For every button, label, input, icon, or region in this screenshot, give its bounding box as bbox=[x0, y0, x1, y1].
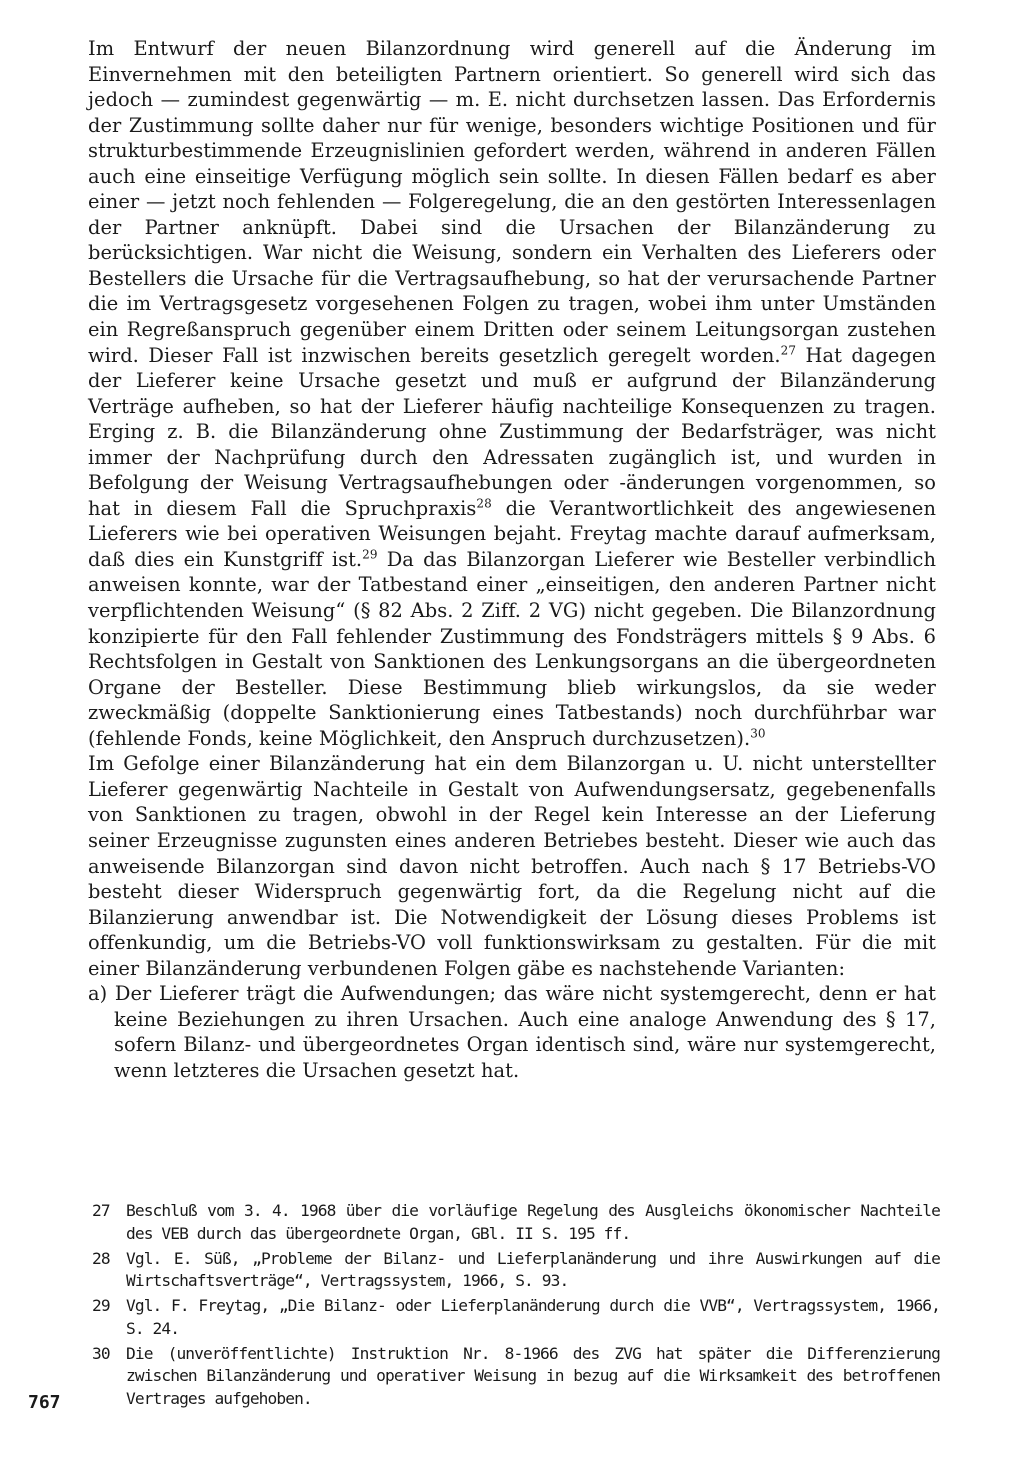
footnote-number: 30 bbox=[92, 1343, 110, 1363]
footnote-number: 29 bbox=[92, 1296, 110, 1315]
footnote-ref-28: 28 bbox=[476, 496, 492, 511]
paragraph-variant-a: a) Der Lieferer trägt die Aufwendungen; das wäre nicht systemgerecht, denn er hat keine Beziehungen zu ihren Ursachen. Auch eine analoge Anwendung des § 17, sofern Bilanz- und übergeordnetes Organ identisch sind, wäre nur systemgerecht, wenn letzteres die Ursachen gesetzt hat. bbox=[88, 982, 936, 1082]
footnote-ref-27: 27 bbox=[780, 343, 797, 358]
footnote-text: Vgl. F. Freytag, „Die Bilanz- oder Lieferplanänderung durch die VVB“, Vertragssystem, 1966, S. 24. bbox=[126, 1296, 940, 1338]
footnote-ref-29: 29 bbox=[362, 547, 378, 562]
paragraph-1-text-a: Im Entwurf der neuen Bilanzordnung wird generell auf die Änderung im Einvernehmen mit den beteiligten Partnern orientiert. So generell wird sich das jedoch — zumindest gegenwärtig — m. E. nicht durchsetzen lassen. Das Erfordernis der Zustimmung sollte daher nur für wenige, besonders wichtige Positionen und für strukturbestimmende Erzeugnislinien gefordert werden, während in anderen Fällen auch eine einseitige Verfügung möglich sein sollte. In diesen Fällen bedarf es aber einer — jetzt noch fehlenden — Folgeregelung, die an den gestörten Interessenlagen der Partner anknüpft. Dabei sind die Ursachen der Bilanzänderung zu berücksichtigen. War nicht die Weisung, sondern ein Verhalten des Lieferers oder Bestellers die Ursache für die Vertragsaufhebung, so hat der verursachende Partner die im Vertragsgesetz vorgesehenen Folgen zu tragen, wobei ihm unter Umständen ein Regreßanspruch gegenüber einem Dritten oder seinem Leitungsorgan zustehen wird. Dieser Fall ist inzwischen bereits gesetzlich geregelt worden. bbox=[88, 37, 936, 367]
footnote-number: 27 bbox=[92, 1201, 110, 1220]
paragraph-1-text-c: die Verantwortlichkeit des angewiesenen Lieferers wie bei operativen Weisungen bejaht. Freytag machte darauf aufmerksam, daß dies ein Kunstgriff ist. bbox=[88, 496, 936, 571]
page-number: 767 bbox=[28, 1392, 61, 1413]
footnote-ref-30: 30 bbox=[750, 726, 766, 741]
footnote-text: Vgl. E. Süß, „Probleme der Bilanz- und Lieferplanänderung und ihre Auswirkungen auf die Wirtschaftsverträge“, Vertragssystem, 1966, S. 93. bbox=[126, 1248, 940, 1290]
body-text bbox=[88, 36, 936, 1083]
footnote-text: Beschluß vom 3. 4. 1968 über die vorläufige Regelung des Ausgleichs ökonomischer Nachteile des VEB durch das übergeordnete Organ, GBl. II S. 195 ff. bbox=[126, 1201, 940, 1243]
footnote-28 bbox=[92, 1248, 940, 1293]
footnote-29 bbox=[92, 1295, 940, 1340]
footnote-27 bbox=[92, 1200, 940, 1245]
paragraph-1-text-b: Hat dagegen der Lieferer keine Ursache gesetzt und muß er aufgrund der Bilanzänderung Verträge aufheben, so hat der Lieferer häufig nachteilige Konsequenzen zu tragen. Erging z. B. die Bilanzänderung ohne Zustimmung der Bedarfsträger, was nicht immer der Nachprüfung durch den Adressaten zugänglich ist, und wurden in Befolgung der Weisung Vertragsaufhebungen oder -änderungen vorgenommen, so hat in diesem Fall die Spruchpraxis bbox=[88, 343, 936, 520]
paragraph-2: Im Gefolge einer Bilanzänderung hat ein dem Bilanzorgan u. U. nicht unterstellter Lieferer gegenwärtig Nachteile in Gestalt von Aufwendungsersatz, gegebenenfalls von Sanktionen zu tragen, obwohl in der Regel kein Interesse an der Lieferung seiner Erzeugnisse zugunsten eines anderen Betriebes besteht. Dieser wie auch das anweisende Bilanzorgan sind davon nicht betroffen. Auch nach § 17 Betriebs-VO besteht dieser Widerspruch gegenwärtig fort, da die Regelung nicht auf die Bilanzierung anwendbar ist. Die Notwendigkeit der Lösung dieses Problems ist offenkundig, um die Betriebs-VO voll funktionswirksam zu gestalten. Für die mit einer Bilanzänderung verbundenen Folgen gäbe es nachstehende Varianten: bbox=[88, 752, 936, 980]
paragraph-1-text-d: Da das Bilanzorgan Lieferer wie Besteller verbindlich anweisen konnte, war der Tatbestand einer „einseitigen, den anderen Partner nicht verpflichtenden Weisung“ (§ 82 Abs. 2 Ziff. 2 VG) nicht gegeben. Die Bilanzordnung konzipierte für den Fall fehlender Zustimmung des Fondsträgers mittels § 9 Abs. 6 Rechtsfolgen in Gestalt von Sanktionen des Lenkungsorgans an die übergeordneten Organe der Besteller. Diese Bestimmung blieb wirkungslos, da sie weder zweckmäßig (doppelte Sanktionierung eines Tatbestands) noch durchführbar war (fehlende Fonds, keine Möglichkeit, den Anspruch durchzusetzen). bbox=[88, 547, 936, 750]
footnote-30 bbox=[92, 1343, 940, 1411]
footnote-number: 28 bbox=[92, 1248, 110, 1268]
paragraph-1 bbox=[88, 36, 936, 751]
footnote-text: Die (unveröffentlichte) Instruktion Nr. 8-1966 des ZVG hat später die Differenzierung zwischen Bilanzänderung und operativer Weisung in bezug auf die Wirksamkeit des betroffenen Vertrages aufgehoben. bbox=[126, 1343, 940, 1408]
footnotes bbox=[92, 1200, 940, 1413]
